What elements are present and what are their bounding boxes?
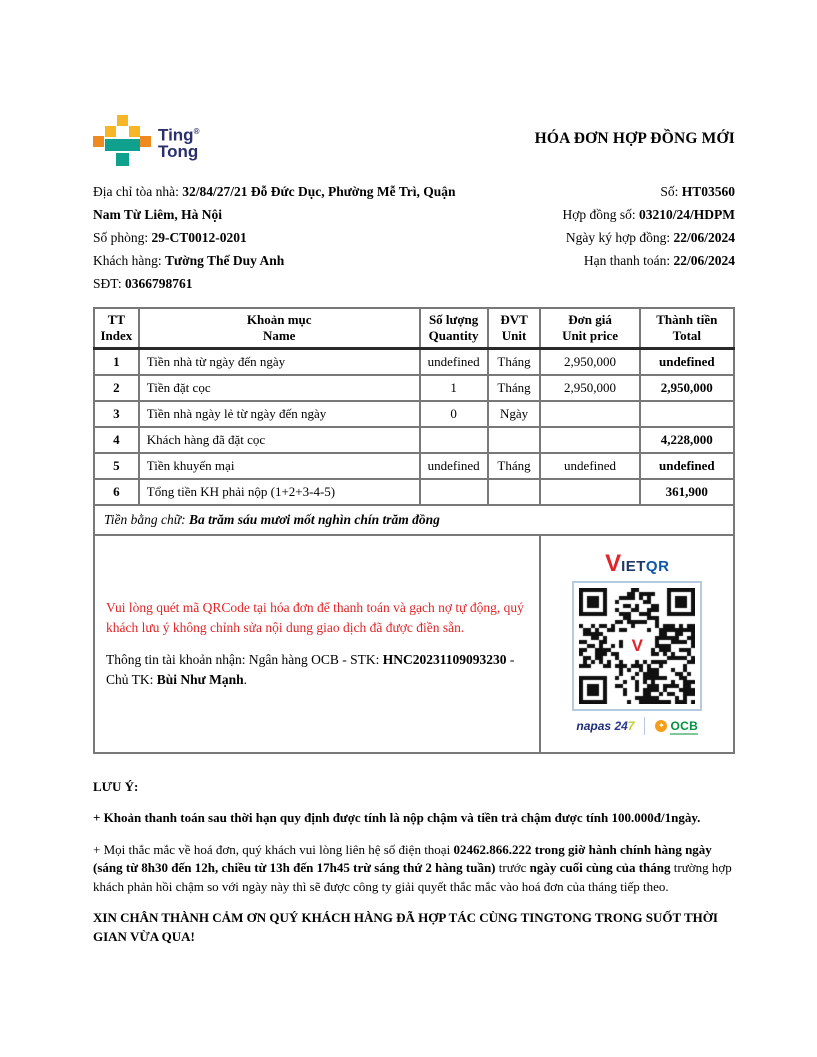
cell-unit	[488, 427, 541, 453]
customer-info-line: Khách hàng: Tường Thế Duy Anh	[93, 253, 285, 268]
invoice-table	[93, 307, 735, 754]
amount-in-words-label: Tiền bằng chữ:	[104, 511, 189, 527]
header-quantity: Số lượng Quantity	[420, 308, 488, 349]
qr-center-logo: V	[625, 634, 649, 658]
cell-name: Tiền nhà ngày lẻ từ ngày đến ngày	[139, 401, 420, 427]
payment-network-logos	[541, 717, 733, 735]
header-unit-price: Đơn giá Unit price	[540, 308, 639, 349]
qr-code-cell	[540, 535, 734, 753]
contract-info-line: Hợp đồng số: 03210/24/HDPM	[562, 207, 735, 222]
contract-info-line: Hạn thanh toán: 22/06/2024	[583, 253, 735, 268]
contract-info-block	[562, 180, 735, 295]
cell-index: 6	[94, 479, 139, 505]
account-number: HNC20231109093230	[382, 651, 507, 667]
logo-line2: Tong	[158, 141, 199, 161]
cell-quantity: undefined	[420, 349, 488, 375]
registered-mark: ®	[193, 127, 200, 136]
customer-info-line: Số phòng: 29-CT0012-0201	[93, 230, 247, 245]
qr-warning-text: Vui lòng quét mã QRCode tại hóa đơn để thanh toán và gạch nợ tự động, quý khách lưu ý không chỉnh sửa nội dung giao dịch đã được điền sẵn.	[106, 599, 524, 635]
cell-quantity: 0	[420, 401, 488, 427]
notes-section	[93, 778, 735, 947]
cell-unit-price	[540, 479, 639, 505]
amount-in-words-value: Ba trăm sáu mươi mốt nghìn chín trăm đồng	[188, 511, 440, 527]
table-row	[94, 453, 734, 479]
customer-info-line: SĐT: 0366798761	[93, 276, 193, 291]
cell-quantity: undefined	[420, 453, 488, 479]
table-row	[94, 427, 734, 453]
tingtong-logo	[93, 115, 199, 167]
cell-unit	[488, 479, 541, 505]
invoice-header	[93, 0, 735, 167]
payment-row	[94, 535, 734, 753]
cell-unit: Tháng	[488, 375, 541, 401]
cell-name: Tiền đặt cọc	[139, 375, 420, 401]
notes-title: LƯU Ý:	[93, 778, 139, 794]
cell-name: Tiền nhà từ ngày đến ngày	[139, 349, 420, 375]
header-unit: ĐVT Unit	[488, 308, 541, 349]
cell-name: Tiền khuyến mại	[139, 453, 420, 479]
cell-unit-price	[540, 427, 639, 453]
table-header	[94, 308, 734, 349]
cell-total	[640, 401, 734, 427]
cell-unit-price: undefined	[540, 453, 639, 479]
cell-quantity	[420, 427, 488, 453]
header-name: Khoản mục Name	[139, 308, 420, 349]
cell-unit-price: 2,950,000	[540, 349, 639, 375]
ocb-icon: ✦	[655, 720, 667, 732]
cell-total: undefined	[640, 349, 734, 375]
cell-name: Tổng tiền KH phải nộp (1+2+3-4-5)	[139, 479, 420, 505]
note-contact: + Mọi thắc mắc về hoá đơn, quý khách vui lòng liên hệ số điện thoại 02462.866.222 trong giờ hành chính hàng ngày (sáng từ 8h30 đến 12h, chiều từ 13h đến 17h45 trừ sáng thứ 2 hàng tuần) trước ngày cuối cùng của tháng trường hợp khách phản hồi chậm so với ngày này thì sẽ được công ty giải quyết thắc mắc vào hoá đơn của tháng tiếp theo.	[93, 841, 732, 894]
napas-247-logo: napas 247	[576, 718, 635, 733]
cell-unit-price	[540, 401, 639, 427]
account-info-text: Thông tin tài khoản nhận: Ngân hàng OCB - STK: HNC20231109093230 - Chủ TK: Bùi Như Mạnh.	[106, 651, 515, 687]
table-body	[94, 349, 734, 505]
invoice-content	[93, 0, 735, 946]
cell-total: undefined	[640, 453, 734, 479]
ocb-logo: ✦ OCB	[655, 719, 698, 733]
logo-line1: Ting	[158, 125, 194, 145]
ocb-tagline-bar	[670, 733, 698, 735]
table-row	[94, 479, 734, 505]
tingtong-logo-icon	[93, 115, 151, 167]
contract-info-line: Số: HT03560	[660, 184, 735, 199]
cell-unit: Tháng	[488, 453, 541, 479]
customer-info-block	[93, 180, 485, 295]
cell-index: 1	[94, 349, 139, 375]
info-section	[93, 180, 735, 295]
cell-quantity	[420, 479, 488, 505]
vietqr-logo: VIETQR	[605, 549, 670, 577]
tingtong-logo-text	[158, 124, 199, 160]
table-row	[94, 401, 734, 427]
table-row	[94, 375, 734, 401]
thanks-message: XIN CHÂN THÀNH CẢM ƠN QUÝ KHÁCH HÀNG ĐÃ HỢP TÁC CÙNG TINGTONG TRONG SUỐT THỜI GIAN VỪA QUA!	[93, 910, 718, 944]
header-index: TT Index	[94, 308, 139, 349]
cell-index: 5	[94, 453, 139, 479]
cell-unit: Ngày	[488, 401, 541, 427]
note-late-payment: + Khoản thanh toán sau thời hạn quy định được tính là nộp chậm và tiền trả chậm được tính 100.000đ/1ngày.	[93, 810, 701, 825]
cell-index: 4	[94, 427, 139, 453]
payment-instructions-cell	[94, 535, 540, 753]
cell-name: Khách hàng đã đặt cọc	[139, 427, 420, 453]
contract-info-line: Ngày ký hợp đồng: 22/06/2024	[565, 230, 735, 245]
cell-total: 361,900	[640, 479, 734, 505]
customer-info-line: Địa chỉ tòa nhà: 32/84/27/21 Đỗ Đức Dục, Phường Mễ Trì, Quận Nam Từ Liêm, Hà Nội	[93, 184, 456, 222]
table-row	[94, 349, 734, 375]
cell-quantity: 1	[420, 375, 488, 401]
logo-divider	[644, 717, 645, 735]
header-total: Thành tiền Total	[640, 308, 734, 349]
cell-unit: Tháng	[488, 349, 541, 375]
cell-index: 3	[94, 401, 139, 427]
account-holder: Bùi Như Mạnh	[156, 671, 244, 687]
cell-index: 2	[94, 375, 139, 401]
invoice-title: HÓA ĐƠN HỢP ĐỒNG MỚI	[534, 130, 735, 147]
cell-total: 2,950,000	[640, 375, 734, 401]
cell-unit-price: 2,950,000	[540, 375, 639, 401]
amount-in-words-row	[94, 505, 734, 535]
cell-total: 4,228,000	[640, 427, 734, 453]
qr-code	[572, 581, 702, 711]
